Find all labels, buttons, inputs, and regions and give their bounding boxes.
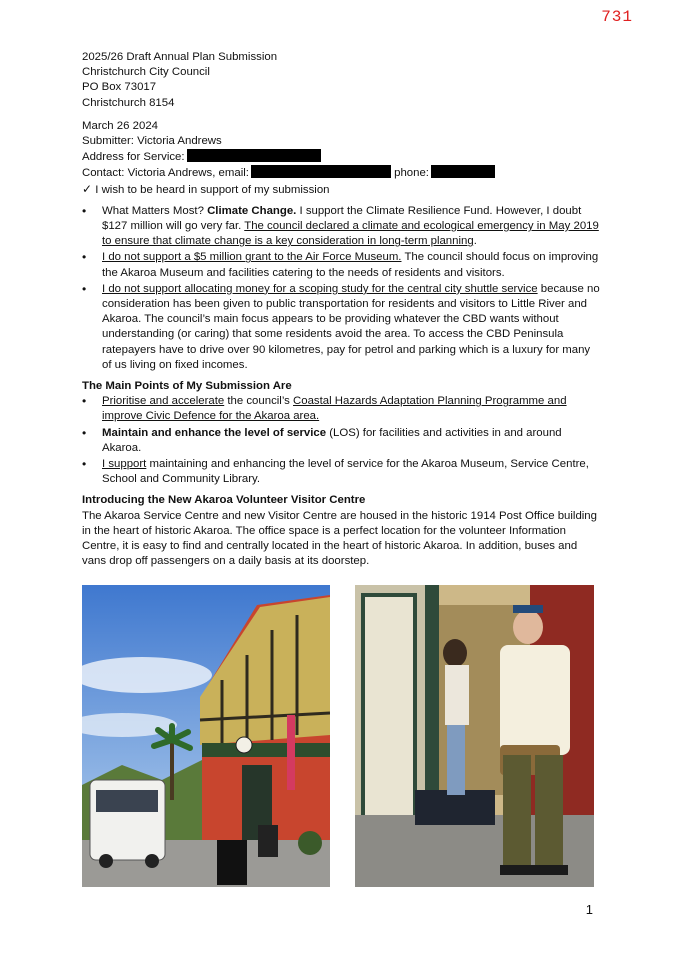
list-item: • Prioritise and accelerate the council’s Coastal Hazards Adaptation Planning Programme and improve Civic Defence for the Akaroa area.: [102, 394, 602, 424]
section-heading-visitor-centre: Introducing the New Akaroa Volunteer Visitor Centre: [82, 494, 366, 507]
visitor-centre-interior-photo: [355, 585, 594, 887]
main-points-list: [82, 394, 602, 487]
address-line-1: 2025/26 Draft Annual Plan Submission: [82, 51, 278, 63]
submission-number-stamp: 731: [601, 8, 633, 26]
visitor-centre-paragraph: The Akaroa Service Centre and new Visitor Centre are housed in the historic 1914 Post Office building in the heart of historic Akaroa. The office space is a perfect location for the volunteer Information Centre, it is easy to find and centrally located in the heart of historic Akaroa. In addition, buses and vans drop off passengers on a daily basis at its doorstep.: [82, 509, 597, 568]
phone-label: phone:: [394, 167, 429, 180]
list-item: • What Matters Most? Climate Change. I support the Climate Resilience Fund. However, I doubt $127 million will go very far. The council declared a climate and ecological emergency in May 2019 to ensure that climate change is a key consideration in long-term planning.: [102, 204, 602, 250]
address-line-4: Christchurch 8154: [82, 96, 175, 109]
submission-date: March 26 2024: [82, 119, 158, 132]
address-line-3: PO Box 73017: [82, 81, 157, 94]
akaroa-post-office-photo: [82, 585, 330, 887]
address-line-2: Christchurch City Council: [82, 66, 210, 79]
address-label: Address for Service:: [82, 151, 185, 164]
recipient-address: [82, 50, 602, 111]
list-item: • I do not support a $5 million grant to the Air Force Museum. The council should focus on improving the Akaroa Museum and facilities catering to the needs of residents and visitors.: [102, 250, 602, 280]
redaction-bar: [431, 165, 495, 178]
submitter-name: Submitter: Victoria Andrews: [82, 135, 222, 148]
heard-line: [82, 182, 602, 198]
section-heading-main-points: The Main Points of My Submission Are: [82, 380, 292, 393]
list-item: • I do not support allocating money for a scoping study for the central city shuttle service because no consideration has been given to public transportation for residents and visitors to Little River and Akaroa. The council’s main focus appears to be providing whatever the CBD wants without understanding (or caring) that some residents avoid the area. To access the CBD Peninsula ratepayers have to drive over 90 kilometres, pay for petrol and parking which is a luxury for many of us living on fixed incomes.: [102, 282, 602, 373]
list-item: • Maintain and enhance the level of service (LOS) for facilities and activities in and around Akaroa.: [102, 426, 602, 456]
redaction-bar: [187, 149, 321, 162]
letter-body: [82, 50, 602, 570]
page-number: 1: [585, 902, 593, 917]
submitter-details: [82, 119, 602, 198]
contact-label: Contact: Victoria Andrews, email:: [82, 167, 249, 180]
contact-line: [82, 165, 602, 181]
address-for-service: [82, 149, 602, 165]
heard-text: I wish to be heard in support of my submission: [95, 183, 330, 196]
checkmark-icon: ✓: [82, 181, 93, 196]
list-item: • I support maintaining and enhancing the level of service for the Akaroa Museum, Service Centre, School and Community Library.: [102, 457, 602, 487]
photo-row: [82, 585, 594, 888]
priority-list: [82, 204, 602, 373]
redaction-bar: [251, 165, 391, 178]
